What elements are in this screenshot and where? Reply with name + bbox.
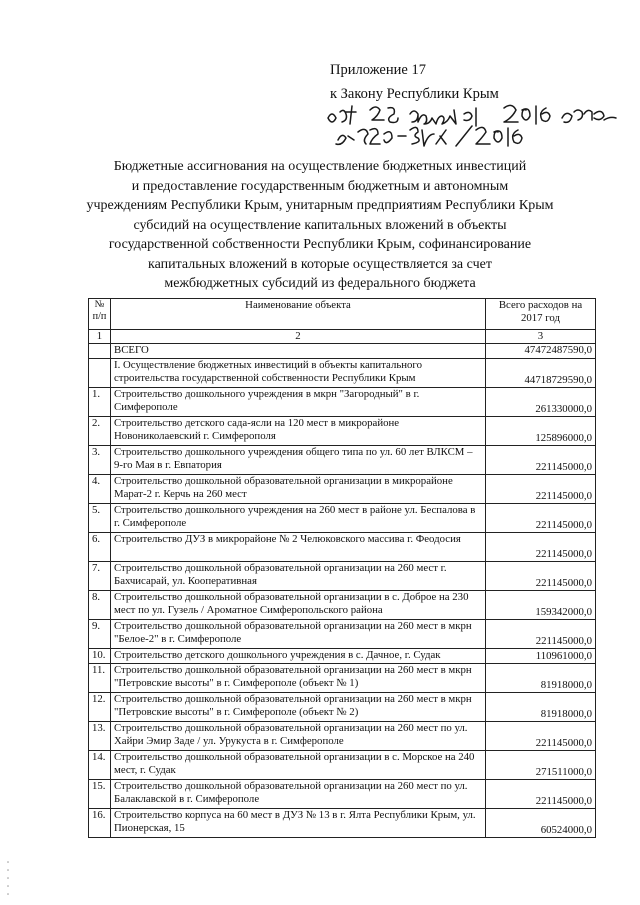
row-num: 10. — [89, 649, 111, 664]
budget-table — [88, 298, 596, 838]
title-line: субсидий на осуществление капитальных вложений в объекты — [133, 217, 507, 233]
table-row — [89, 722, 596, 751]
row-num: 7. — [89, 562, 111, 591]
row-name: Строительство дошкольного учреждения общего типа по ул. 60 лет ВЛКСМ – 9-го Мая в г. Евпатория — [111, 446, 486, 475]
table-row — [89, 446, 596, 475]
row-name: Строительство детского сада-ясли на 120 мест в микрорайоне Новониколаевский г. Симферополя — [111, 417, 486, 446]
row-amount: 261330000,0 — [486, 388, 596, 417]
row-amount: 221145000,0 — [486, 722, 596, 751]
row-amount: 81918000,0 — [486, 693, 596, 722]
row-name: Строительство дошкольной образовательной организации на 260 мест по ул. Хайри Эмир Заде / ул. Урукуста в г. Симферополе — [111, 722, 486, 751]
row-num: 2. — [89, 417, 111, 446]
title-line: учреждениям Республики Крым, унитарным предприятиям Республики Крым — [86, 198, 554, 213]
annex-header — [330, 58, 499, 106]
row-amount: 271511000,0 — [486, 751, 596, 780]
row-name: Строительство дошкольного учреждения на 260 мест в районе ул. Беспалова в г. Симферополе — [111, 504, 486, 533]
col-number: 2 — [111, 330, 486, 344]
table-row — [89, 620, 596, 649]
row-amount: 221145000,0 — [486, 475, 596, 504]
row-num: 14. — [89, 751, 111, 780]
section-row — [89, 359, 596, 388]
row-amount: 125896000,0 — [486, 417, 596, 446]
table-row — [89, 504, 596, 533]
row-name: Строительство дошкольной образовательной организации на 260 мест в мкрн "Белое-2" в г. Симферополе — [111, 620, 486, 649]
row-name: Строительство дошкольной образовательной организации на 260 мест г. Бахчисарай, ул. Кооперативная — [111, 562, 486, 591]
title-line: капитальных вложений в которые осуществляется за счет — [148, 256, 492, 272]
header-total: Всего расходов на 2017 год — [486, 299, 596, 330]
row-num: 13. — [89, 722, 111, 751]
col-number: 3 — [486, 330, 596, 344]
row-name: Строительство дошкольной образовательной организации в микрорайоне Марат-2 г. Керчь на 260 мест — [111, 475, 486, 504]
header-num: № п/п — [89, 299, 111, 330]
row-name: Строительство дошкольной образовательной организации в с. Морское на 240 мест, г. Судак — [111, 751, 486, 780]
table-row — [89, 388, 596, 417]
row-amount: 221145000,0 — [486, 780, 596, 809]
row-amount: 221145000,0 — [486, 620, 596, 649]
row-name: Строительство детского дошкольного учреждения в с. Дачное, г. Судак — [111, 649, 486, 664]
table-row — [89, 780, 596, 809]
column-number-row — [89, 330, 596, 344]
table-row — [89, 562, 596, 591]
table-row — [89, 533, 596, 562]
table-row — [89, 809, 596, 838]
row-num: 8. — [89, 591, 111, 620]
row-name: Строительство корпуса на 60 мест в ДУЗ № 13 в г. Ялта Республики Крым, ул. Пионерская, 15 — [111, 809, 486, 838]
col-number: 1 — [89, 330, 111, 344]
section-amount: 44718729590,0 — [486, 359, 596, 388]
row-amount: 110961000,0 — [486, 649, 596, 664]
row-amount: 221145000,0 — [486, 533, 596, 562]
total-row — [89, 344, 596, 359]
total-amount: 47472487590,0 — [486, 344, 596, 359]
table-row — [89, 649, 596, 664]
row-name: Строительство дошкольной образовательной организации в с. Доброе на 230 мест по ул. Гузель / Ароматное Симферопольского района — [111, 591, 486, 620]
binding-holes-icon — [6, 858, 10, 898]
row-amount: 221145000,0 — [486, 562, 596, 591]
title-line: Бюджетные ассигнования на осуществление бюджетных инвестиций — [113, 159, 527, 174]
row-name: Строительство дошкольного учреждения в мкрн "Загородный" в г. Симферополе — [111, 388, 486, 417]
row-num: 1. — [89, 388, 111, 417]
row-name: Строительство дошкольной образовательной организации на 260 мест в мкрн "Петровские высоты" в г. Симферополе (объект № 2) — [111, 693, 486, 722]
row-amount: 221145000,0 — [486, 504, 596, 533]
table-row — [89, 417, 596, 446]
row-num: 5. — [89, 504, 111, 533]
row-num: 15. — [89, 780, 111, 809]
title-line: и предоставление государственным бюджетным и автономным — [131, 178, 509, 194]
title-line: государственной собственности Республики Крым, софинансирование — [108, 237, 532, 252]
row-amount: 81918000,0 — [486, 664, 596, 693]
handwritten-date-signature — [318, 100, 618, 150]
row-num: 11. — [89, 664, 111, 693]
row-amount: 60524000,0 — [486, 809, 596, 838]
total-num — [89, 344, 111, 359]
header-name: Наименование объекта — [111, 299, 486, 330]
row-name: Строительство дошкольной образовательной организации на 260 мест в мкрн "Петровские высоты" в г. Симферополе (объект № 1) — [111, 664, 486, 693]
table-row — [89, 693, 596, 722]
row-num: 6. — [89, 533, 111, 562]
row-name: Строительство дошкольной образовательной организации на 260 мест по ул. Балаклавской в г. Симферополе — [111, 780, 486, 809]
table-row — [89, 664, 596, 693]
title-line: межбюджетных субсидий из федерального бюджета — [164, 276, 476, 291]
table-header-row — [89, 299, 596, 330]
table-row — [89, 475, 596, 504]
table-row — [89, 751, 596, 780]
row-num: 3. — [89, 446, 111, 475]
row-num: 12. — [89, 693, 111, 722]
row-num: 9. — [89, 620, 111, 649]
total-label: ВСЕГО — [111, 344, 486, 359]
annex-number: Приложение 17 — [330, 62, 426, 78]
document-title — [80, 157, 560, 294]
row-amount: 159342000,0 — [486, 591, 596, 620]
table-row — [89, 591, 596, 620]
row-num: 4. — [89, 475, 111, 504]
annex-law-ref: к Закону Республики Крым — [330, 86, 499, 102]
row-name: Строительство ДУЗ в микрорайоне № 2 Челюковского массива г. Феодосия — [111, 533, 486, 562]
row-amount: 221145000,0 — [486, 446, 596, 475]
row-num: 16. — [89, 809, 111, 838]
section-label: I. Осуществление бюджетных инвестиций в объекты капитального строительства государственной собственности Республики Крым — [111, 359, 486, 388]
page-edge-marks — [6, 858, 10, 900]
section-num — [89, 359, 111, 388]
